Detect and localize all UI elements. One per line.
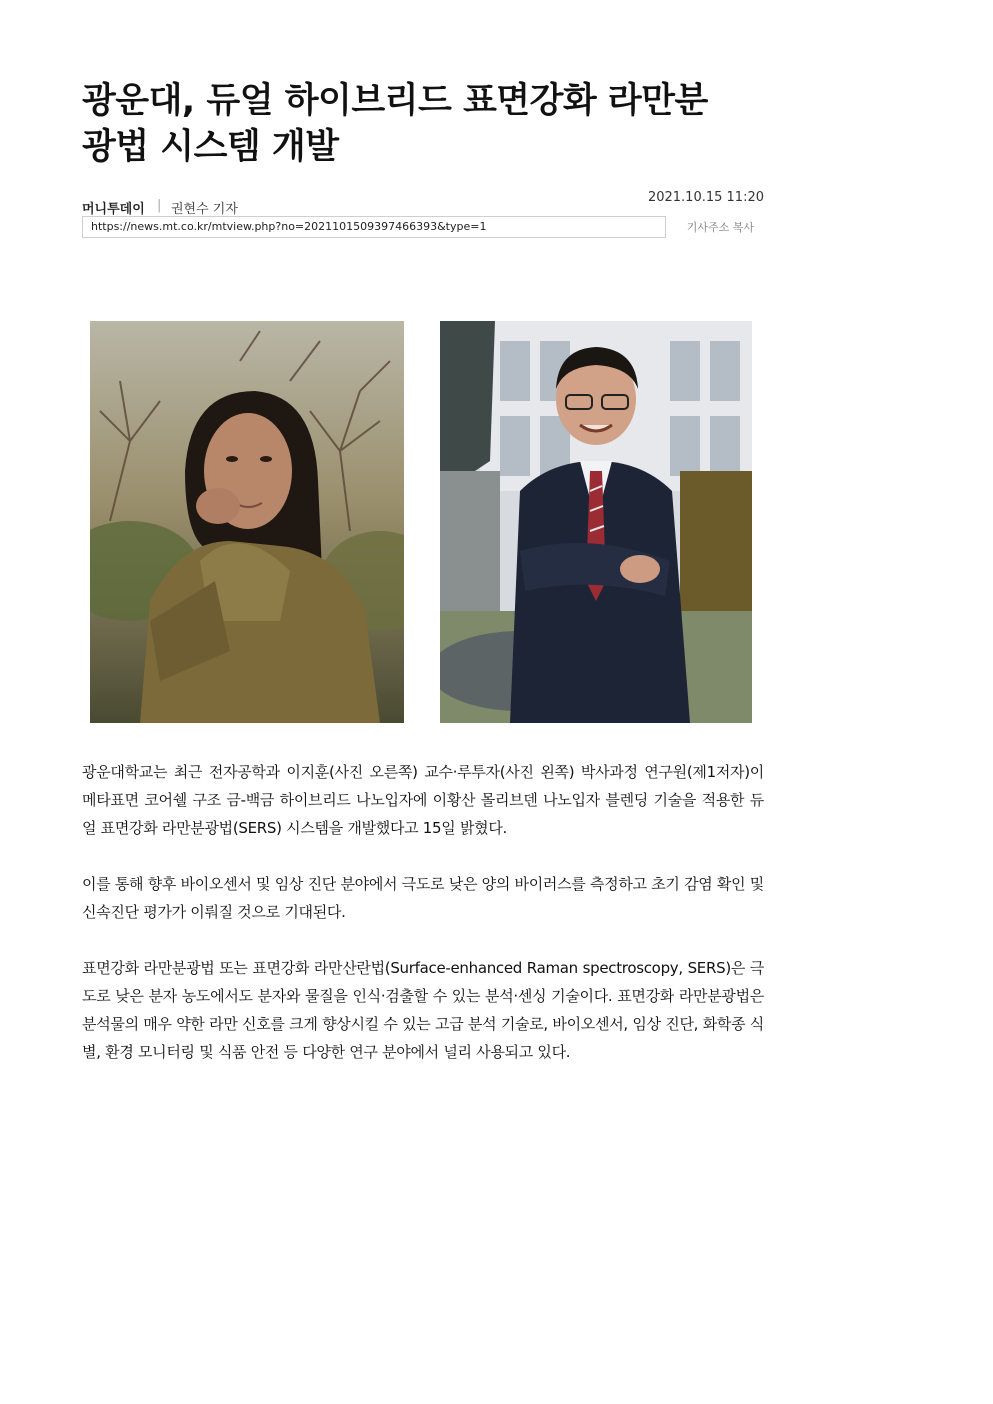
- article-body: [82, 758, 764, 1094]
- paragraph-3: 표면강화 라만분광법 또는 표면강화 라만산란법(Surface-enhanced Raman spectroscopy, SERS)은 극도로 낮은 분자 농도에서도 분자와 물질을 인식·검출할 수 있는 분석·센싱 기술이다. 표면강화 라만분광법은 분석물의 매우 약한 라만 신호를 크게 향상시킬 수 있는 고급 분석 기술로, 바이오센서, 임상 진단, 화학종 식별, 환경 모니터링 및 식품 안전 등 다양한 연구 분야에서 널리 사용되고 있다.: [82, 959, 764, 1061]
- photo-right-professor: [440, 321, 752, 723]
- photo-left-researcher: [90, 321, 404, 723]
- paragraph-2: 이를 통해 향후 바이오센서 및 임상 진단 분야에서 극도로 낮은 양의 바이러스를 측정하고 초기 감염 확인 및 신속진단 평가가 이뤄질 것으로 기대된다.: [82, 875, 764, 921]
- article-header: [82, 78, 764, 242]
- byline: [82, 190, 764, 217]
- byline-separator: |: [157, 198, 162, 213]
- article-photos: [90, 321, 752, 723]
- copy-url-button[interactable]: 기사주소 복사: [686, 221, 754, 234]
- paragraph-1: 광운대학교는 최근 전자공학과 이지훈(사진 오른쪽) 교수·루투자(사진 왼쪽) 박사과정 연구원(제1저자)이 메타표면 코어쉘 구조 금-백금 하이브리드 나노입자에 이황산 몰리브덴 나노입자 블렌딩 기술을 적용한 듀얼 표면강화 라만분광법(SERS) 시스템을 개발했다고 15일 밝혔다.: [82, 763, 764, 837]
- portrait-photo-female-icon: [90, 321, 404, 723]
- publish-datetime: 2021.10.15 11:20: [647, 190, 764, 205]
- reporter-name[interactable]: 권현수 기자: [171, 202, 238, 217]
- headline-line-2: 광법 시스템 개발: [82, 127, 339, 167]
- article-url-field[interactable]: https://news.mt.co.kr/mtview.php?no=2021101509397466393&type=1: [82, 216, 666, 238]
- portrait-photo-male-icon: [440, 321, 752, 723]
- press-name[interactable]: 머니투데이: [82, 202, 145, 217]
- article-headline: [82, 78, 764, 170]
- article-url-row: [82, 216, 764, 242]
- headline-line-1: 광운대, 듀얼 하이브리드 표면강화 라만분: [82, 81, 708, 121]
